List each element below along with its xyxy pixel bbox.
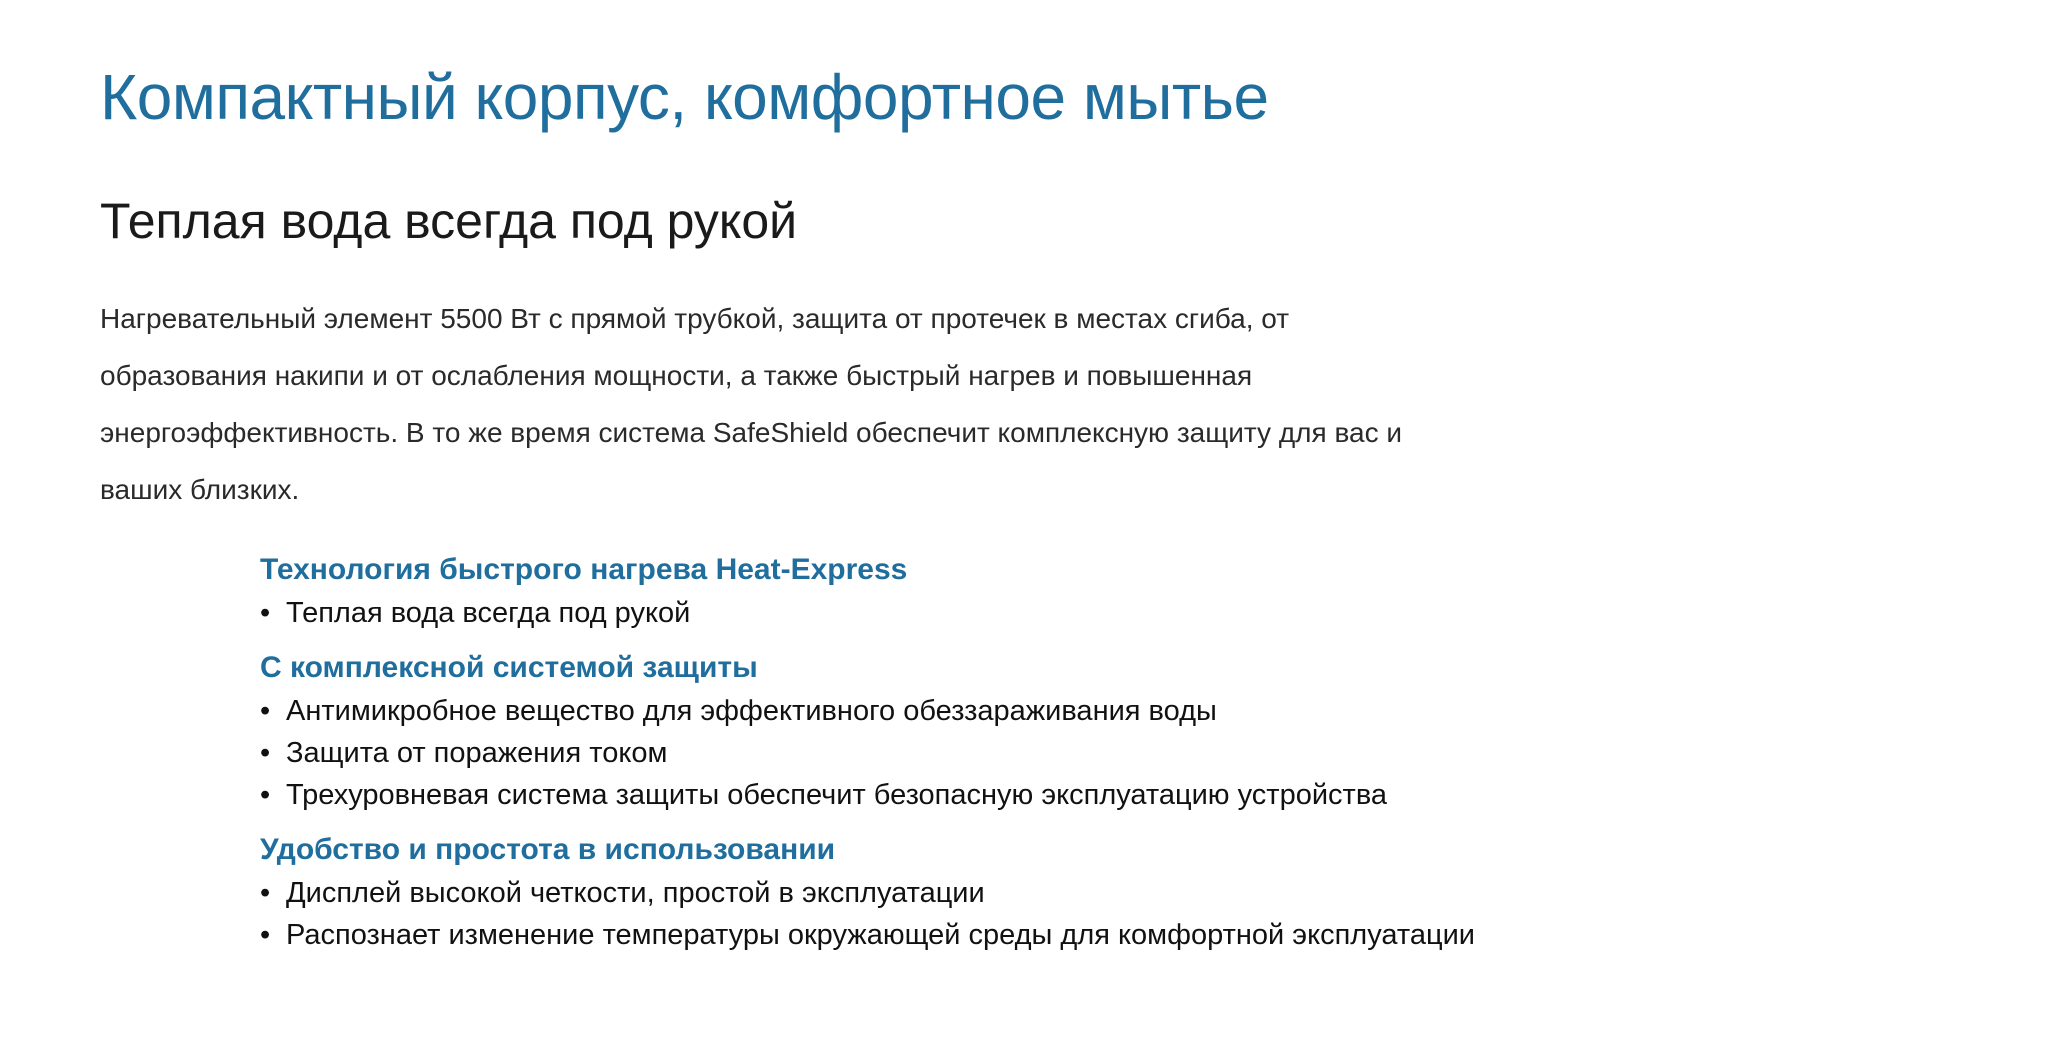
feature-bullets	[260, 592, 1860, 634]
section-subtitle: Теплая вода всегда под рукой	[100, 193, 798, 249]
feature-heading: Технология быстрого нагрева Heat-Express	[260, 553, 908, 586]
feature-bullets	[260, 690, 1860, 816]
feature-bullet: • Теплая вода всегда под рукой	[260, 592, 1860, 634]
feature-bullet: • Дисплей высокой четкости, простой в эксплуатации	[260, 872, 1860, 914]
feature-list	[260, 548, 1860, 968]
feature-bullets	[260, 872, 1860, 956]
feature-bullet: • Антимикробное вещество для эффективного обеззараживания воды	[260, 690, 1860, 732]
product-description: Нагревательный элемент 5500 Вт с прямой трубкой, защита от протечек в местах сгиба, от образования накипи и от ослабления мощности, а также быстрый нагрев и повышенная энергоэффективность. В то же время система SafeShield обеспечит комплексную защиту для вас и ваших близких.	[100, 303, 1402, 505]
feature-heading: С комплексной системой защиты	[260, 651, 758, 684]
page-title: Компактный корпус, комфортное мытье	[100, 61, 1269, 133]
feature-bullet: • Защита от поражения током	[260, 732, 1860, 774]
feature-group-usability	[260, 828, 1860, 956]
feature-group-heat-express	[260, 548, 1860, 634]
feature-group-protection	[260, 646, 1860, 816]
feature-heading: Удобство и простота в использовании	[260, 833, 836, 866]
feature-bullet: • Распознает изменение температуры окружающей среды для комфортной эксплуатации	[260, 914, 1860, 956]
feature-bullet: • Трехуровневая система защиты обеспечит безопасную эксплуатацию устройства	[260, 774, 1860, 816]
